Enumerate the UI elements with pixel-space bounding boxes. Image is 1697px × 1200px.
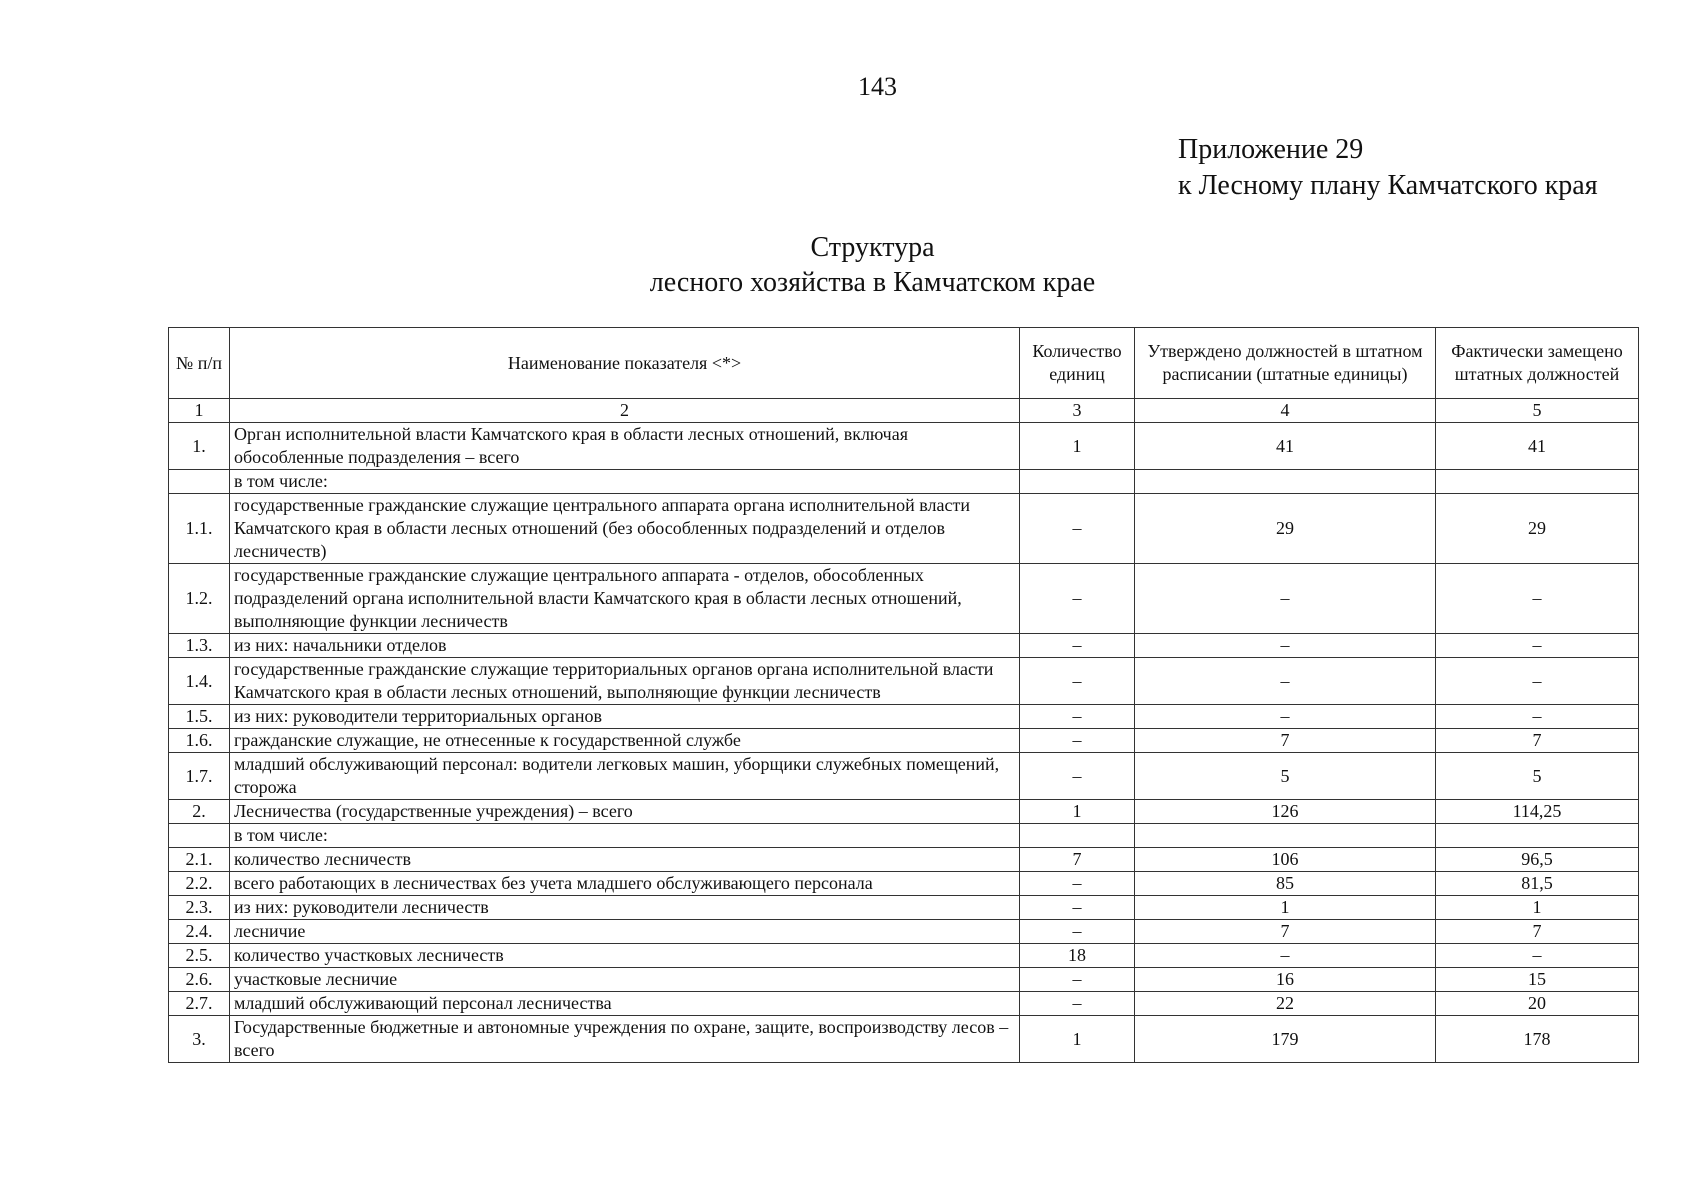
title-line-2: лесного хозяйства в Камчатском крае: [649, 267, 1096, 298]
indicator-name: количество участковых лесничеств: [230, 944, 1020, 968]
table-row: [169, 944, 1639, 968]
page-number: 143: [858, 72, 897, 101]
approved-positions: 7: [1135, 920, 1436, 944]
header-name: Наименование показателя <*>: [230, 328, 1020, 399]
approved-positions: 126: [1135, 800, 1436, 824]
approved-positions: –: [1135, 658, 1436, 705]
indicator-name: из них: начальники отделов: [230, 634, 1020, 658]
units-count: –: [1020, 920, 1135, 944]
row-number: 2.3.: [169, 896, 230, 920]
table-row: [169, 658, 1639, 705]
row-number: 2.4.: [169, 920, 230, 944]
units-count: 1: [1020, 423, 1135, 470]
approved-positions: 16: [1135, 968, 1436, 992]
approved-positions: –: [1135, 705, 1436, 729]
actual-positions: 7: [1436, 920, 1639, 944]
row-number: 1.: [169, 423, 230, 470]
approved-positions: –: [1135, 564, 1436, 634]
actual-positions: –: [1436, 705, 1639, 729]
row-number: 2.1.: [169, 848, 230, 872]
indicator-name: гражданские служащие, не отнесенные к государственной службе: [230, 729, 1020, 753]
approved-positions: 41: [1135, 423, 1436, 470]
approved-positions: 22: [1135, 992, 1436, 1016]
approved-positions: –: [1135, 634, 1436, 658]
actual-positions: –: [1436, 658, 1639, 705]
actual-positions: –: [1436, 944, 1639, 968]
table-row: [169, 896, 1639, 920]
units-count: –: [1020, 872, 1135, 896]
structure-table: [168, 327, 1639, 1063]
actual-positions: 7: [1436, 729, 1639, 753]
units-count: –: [1020, 494, 1135, 564]
header-units: Количество единиц: [1020, 328, 1135, 399]
row-number: 2.2.: [169, 872, 230, 896]
approved-positions: [1135, 470, 1436, 494]
indicator-name: Лесничества (государственные учреждения) – всего: [230, 800, 1020, 824]
table-row: [169, 634, 1639, 658]
actual-positions: 178: [1436, 1016, 1639, 1063]
column-number: 1: [169, 399, 230, 423]
actual-positions: 20: [1436, 992, 1639, 1016]
indicator-name: государственные гражданские служащие центрального аппарата органа исполнительной власти Камчатского края в области лесных отношений (без обособленных подразделений и отделов лесничеств): [230, 494, 1020, 564]
indicator-name: всего работающих в лесничествах без учета младшего обслуживающего персонала: [230, 872, 1020, 896]
units-count: –: [1020, 658, 1135, 705]
actual-positions: –: [1436, 564, 1639, 634]
table-body: [169, 423, 1639, 1063]
actual-positions: –: [1436, 634, 1639, 658]
table-header-row: [169, 328, 1639, 399]
units-count: 1: [1020, 1016, 1135, 1063]
table-row: [169, 494, 1639, 564]
indicator-name: младший обслуживающий персонал лесничества: [230, 992, 1020, 1016]
actual-positions: 5: [1436, 753, 1639, 800]
row-number: 1.2.: [169, 564, 230, 634]
table-row: [169, 800, 1639, 824]
table-row: [169, 824, 1639, 848]
actual-positions: [1436, 824, 1639, 848]
table-row: [169, 470, 1639, 494]
column-number: 2: [230, 399, 1020, 423]
indicator-name: в том числе:: [230, 470, 1020, 494]
row-number: 1.7.: [169, 753, 230, 800]
indicator-name: из них: руководители территориальных органов: [230, 705, 1020, 729]
units-count: –: [1020, 896, 1135, 920]
column-number: 4: [1135, 399, 1436, 423]
indicator-name: государственные гражданские служащие центрального аппарата - отделов, обособленных подразделений органа исполнительной власти Камчатского края в области лесных отношений, выполняющие функции лесничеств: [230, 564, 1020, 634]
row-number: 2.5.: [169, 944, 230, 968]
indicator-name: количество лесничеств: [230, 848, 1020, 872]
actual-positions: 29: [1436, 494, 1639, 564]
row-number: 2.: [169, 800, 230, 824]
approved-positions: 106: [1135, 848, 1436, 872]
column-number: 3: [1020, 399, 1135, 423]
approved-positions: 5: [1135, 753, 1436, 800]
actual-positions: 114,25: [1436, 800, 1639, 824]
units-count: 1: [1020, 800, 1135, 824]
document-title: [0, 230, 1697, 300]
row-number: 1.6.: [169, 729, 230, 753]
units-count: [1020, 470, 1135, 494]
units-count: 7: [1020, 848, 1135, 872]
indicator-name: Государственные бюджетные и автономные учреждения по охране, защите, воспроизводству лесов – всего: [230, 1016, 1020, 1063]
table-row: [169, 920, 1639, 944]
indicator-name: участковые лесничие: [230, 968, 1020, 992]
units-count: –: [1020, 634, 1135, 658]
row-number: 1.1.: [169, 494, 230, 564]
units-count: –: [1020, 968, 1135, 992]
title-line-1: Структура: [810, 232, 935, 263]
approved-positions: 179: [1135, 1016, 1436, 1063]
table-row: [169, 705, 1639, 729]
indicator-name: государственные гражданские служащие территориальных органов органа исполнительной власти Камчатского края в области лесных отношений, выполняющие функции лесничеств: [230, 658, 1020, 705]
approved-positions: 1: [1135, 896, 1436, 920]
actual-positions: [1436, 470, 1639, 494]
row-number: 1.3.: [169, 634, 230, 658]
approved-positions: 7: [1135, 729, 1436, 753]
approved-positions: –: [1135, 944, 1436, 968]
approved-positions: 85: [1135, 872, 1436, 896]
approved-positions: [1135, 824, 1436, 848]
row-number: [169, 470, 230, 494]
appendix-line-2: к Лесному плану Камчатского края: [1178, 170, 1598, 201]
actual-positions: 15: [1436, 968, 1639, 992]
table-row: [169, 848, 1639, 872]
header-num: № п/п: [169, 328, 230, 399]
units-count: –: [1020, 753, 1135, 800]
indicator-name: из них: руководители лесничеств: [230, 896, 1020, 920]
row-number: 2.7.: [169, 992, 230, 1016]
table-row: [169, 753, 1639, 800]
units-count: 18: [1020, 944, 1135, 968]
row-number: 1.5.: [169, 705, 230, 729]
units-count: –: [1020, 564, 1135, 634]
table-row: [169, 1016, 1639, 1063]
table-row: [169, 564, 1639, 634]
table-row: [169, 423, 1639, 470]
approved-positions: 29: [1135, 494, 1436, 564]
actual-positions: 81,5: [1436, 872, 1639, 896]
row-number: 1.4.: [169, 658, 230, 705]
actual-positions: 96,5: [1436, 848, 1639, 872]
indicator-name: в том числе:: [230, 824, 1020, 848]
table-row: [169, 872, 1639, 896]
units-count: [1020, 824, 1135, 848]
units-count: –: [1020, 992, 1135, 1016]
header-approved: Утверждено должностей в штатном расписании (штатные единицы): [1135, 328, 1436, 399]
column-number-row: [169, 399, 1639, 423]
table-row: [169, 992, 1639, 1016]
table-row: [169, 968, 1639, 992]
appendix-heading: [1178, 132, 1598, 204]
header-actual: Фактически замещено штатных должностей: [1436, 328, 1639, 399]
column-number: 5: [1436, 399, 1639, 423]
appendix-line-1: Приложение 29: [1178, 134, 1364, 165]
row-number: [169, 824, 230, 848]
row-number: 2.6.: [169, 968, 230, 992]
table-row: [169, 729, 1639, 753]
row-number: 3.: [169, 1016, 230, 1063]
units-count: –: [1020, 705, 1135, 729]
units-count: –: [1020, 729, 1135, 753]
indicator-name: младший обслуживающий персонал: водители легковых машин, уборщики служебных помещений, сторожа: [230, 753, 1020, 800]
actual-positions: 1: [1436, 896, 1639, 920]
indicator-name: Орган исполнительной власти Камчатского края в области лесных отношений, включая обособленные подразделения – всего: [230, 423, 1020, 470]
actual-positions: 41: [1436, 423, 1639, 470]
indicator-name: лесничие: [230, 920, 1020, 944]
